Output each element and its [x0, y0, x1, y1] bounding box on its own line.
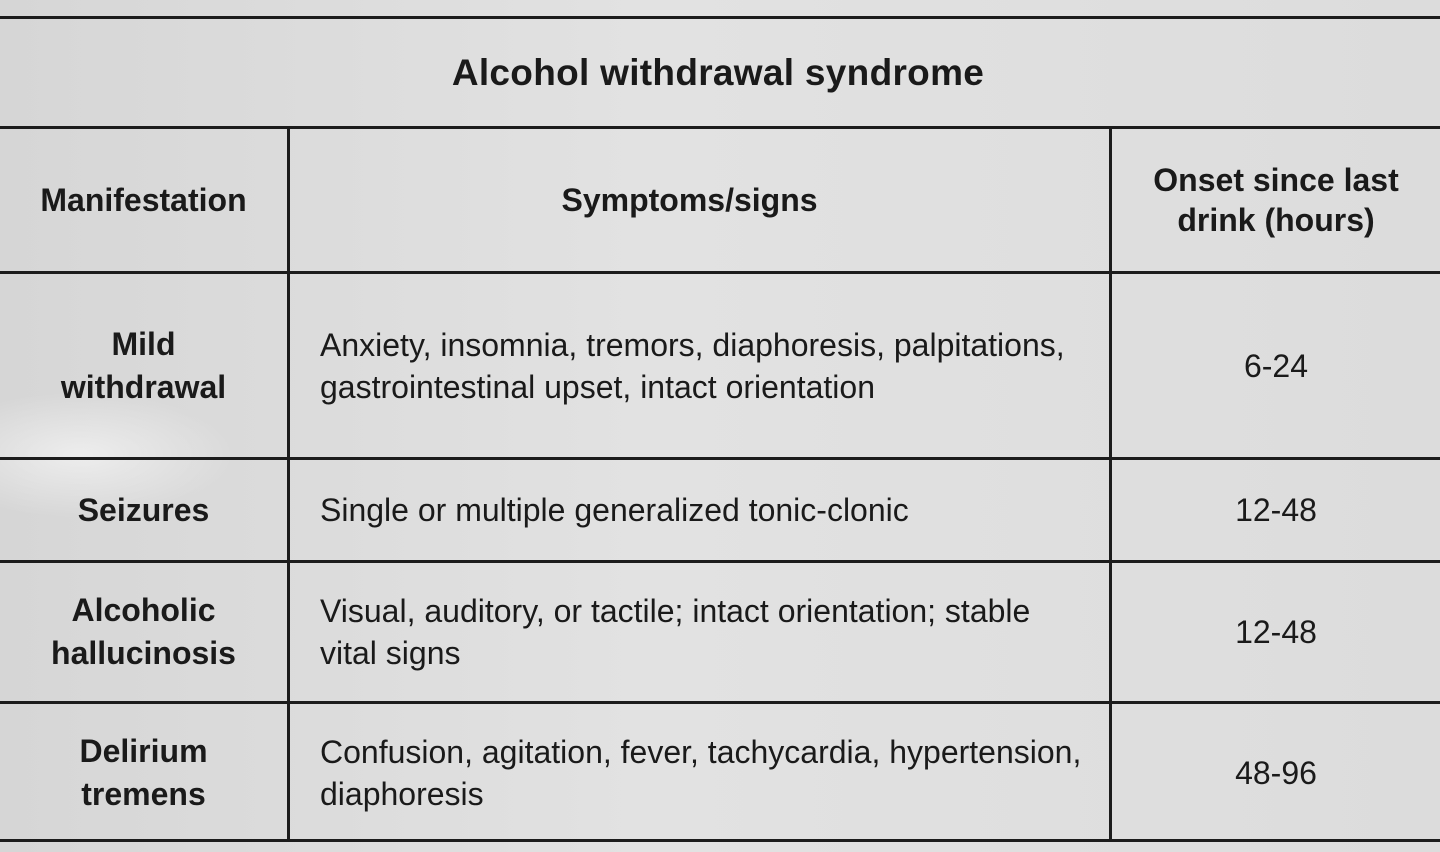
table-header-row: [0, 129, 1440, 274]
onset-cell: 6-24: [1243, 347, 1309, 384]
manifestation-cell: Seizures: [0, 460, 290, 560]
manifestation-cell: [0, 563, 290, 701]
onset-cell: 48-96: [1235, 755, 1317, 791]
withdrawal-table: [0, 16, 1440, 842]
symptoms-cell: Confusion, agitation, fever, tachycardia, hypertension, diaphoresis: [290, 704, 1112, 842]
manifestation-cell: [0, 274, 290, 457]
header-onset-label: Onset since last drink (hours): [1153, 162, 1399, 238]
onset-cell: 12-48: [1235, 492, 1317, 528]
symptoms-cell: Single or multiple generalized tonic-clonic: [290, 460, 1112, 560]
table-row: [0, 274, 1440, 460]
table-row: [0, 704, 1440, 842]
onset-cell: 12-48: [1235, 614, 1317, 650]
symptoms-cell: Anxiety, insomnia, tremors, diaphoresis, palpitations, gastrointestinal upset, intact orientation: [290, 274, 1112, 457]
symptoms-cell: Visual, auditory, or tactile; intact orientation; stable vital signs: [290, 563, 1112, 701]
manifestation-label: Alcoholic hallucinosis: [51, 592, 236, 671]
manifestation-label: Delirium tremens: [79, 733, 208, 812]
manifestation-cell: [0, 704, 290, 842]
table-row: [0, 563, 1440, 704]
table-title-row: [0, 19, 1440, 129]
header-onset: [1112, 129, 1440, 271]
manifestation-label: Mild withdrawal: [60, 325, 227, 405]
table-title: Alcohol withdrawal syndrome: [451, 51, 985, 93]
header-manifestation: Manifestation: [0, 129, 290, 271]
header-symptoms: Symptoms/signs: [290, 129, 1112, 271]
table-row: [0, 460, 1440, 563]
